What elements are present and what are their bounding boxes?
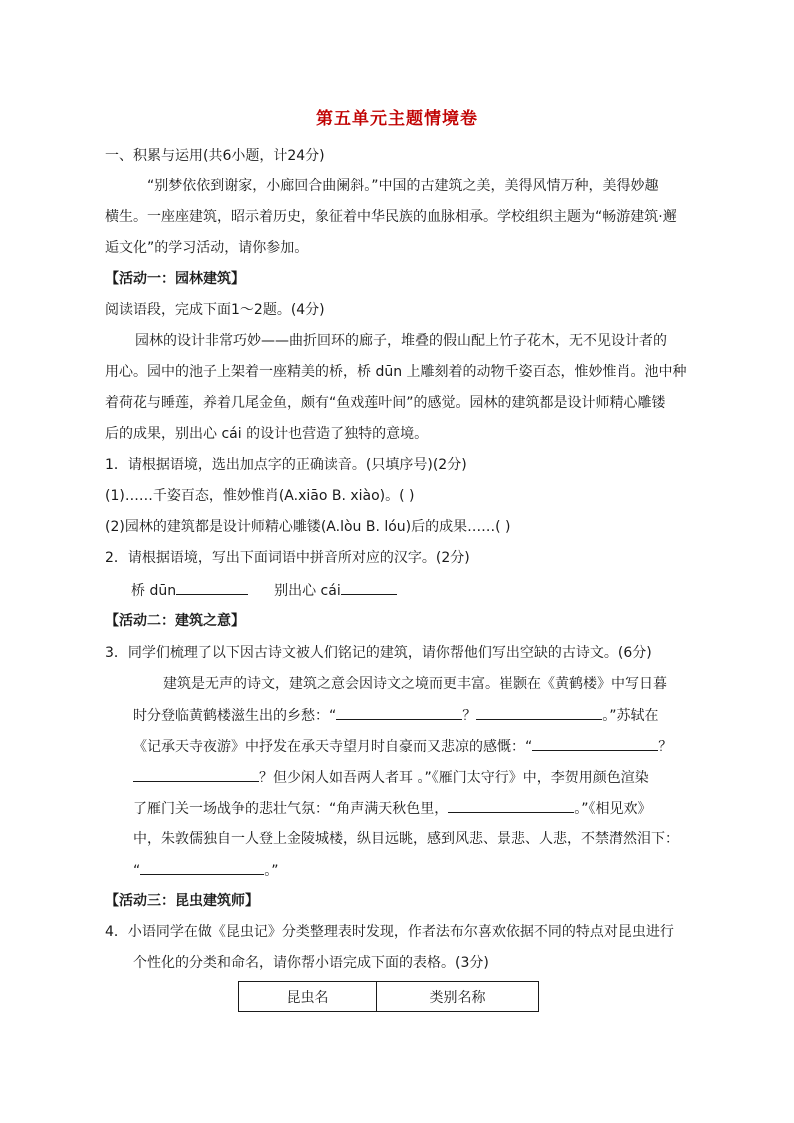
table-header-category-name: 类别名称 [429,989,486,1006]
q3-blank-2[interactable] [476,705,602,720]
activity1-instruction: 阅读语段，完成下面1～2题。(4分) [105,302,325,318]
passage-line-1: 园林的设计非常巧妙——曲折回环的廊子，堆叠的假山配上竹子花木，无不见设计者的 [135,333,667,349]
q3-line-1: 建筑是无声的诗文，建筑之意会因诗文之境而更丰富。崔颢在《黄鹤楼》中写日暮 [163,676,667,692]
q3-blank-6[interactable] [140,860,264,875]
q3-blank-1[interactable] [336,705,462,720]
table-header-insect-name: 昆虫名 [239,982,377,1011]
intro-line-1: “别梦依依到谢家，小廊回合曲阑斜。”中国的古建筑之美，美得风情万种，美得妙趣 [147,178,659,194]
passage-line-2: 用心。园中的池子上架着一座精美的桥，桥 dūn 上雕刻着的动物千姿百态，惟妙惟肖。池中种 [105,364,687,380]
q2-blank-2[interactable] [341,580,397,595]
q3-line-2: 时分登临黄鹤楼滋生出的乡愁：“ ？ 。”苏轼在 [133,705,659,726]
question-1: 1．请根据语境，选出加点字的正确读音。(只填序号)(2分) [105,457,467,473]
q3-line-4: ？但少闲人如吾两人者耳 。”《雁门太守行》中，李贺用颜色渲染 [133,767,649,788]
question-1-item-2: (2)园林的建筑都是设计师精心雕镂(A.lòu B. lóu)后的成果……( ) [105,519,511,535]
question-3: 3．同学们梳理了以下因古诗文被人们铭记的建筑，请你帮他们写出空缺的古诗文。(6分) [105,645,652,661]
q3-blank-4[interactable] [133,767,259,782]
q2-blank-1[interactable] [176,580,248,595]
section-header: 一、积累与运用(共6小题，计24分) [105,148,325,164]
q3-blank-5[interactable] [448,798,574,813]
q2-word-1: 桥 dūn [131,583,177,599]
q3-line-5: 了雁门关一场战争的悲壮气氛：“角声满天秋色里， 。”《相见欢》 [133,798,652,819]
intro-line-2: 横生。一座座建筑，昭示着历史，象征着中华民族的血脉相承。学校组织主题为“畅游建筑·邂 [105,209,677,225]
activity2-heading: 【活动二：建筑之意】 [105,613,245,629]
activity3-heading: 【活动三：昆虫建筑师】 [105,893,259,909]
q3-line-7: “ 。” [133,860,279,881]
q3-blank-3[interactable] [532,736,658,751]
question-4-line-1: 4．小语同学在做《昆虫记》分类整理表时发现，作者法布尔喜欢依据不同的特点对昆虫进行 [105,924,674,940]
question-2-answers [131,580,397,601]
activity1-heading: 【活动一：园林建筑】 [105,271,245,287]
intro-line-3: 逅文化”的学习活动，请你参加。 [105,240,309,256]
passage-line-3: 着荷花与睡莲，养着几尾金鱼，颇有“鱼戏莲叶间”的感觉。园林的建筑都是设计师精心雕镂 [105,395,666,411]
passage-line-4: 后的成果，别出心 cái 的设计也营造了独特的意境。 [105,426,429,442]
page-title: 第五单元主题情境卷 [316,109,478,129]
q2-word-2: 别出心 cái [274,583,341,599]
insect-table [238,981,539,1012]
q3-line-6: 中，朱敦儒独自一人登上金陵城楼，纵目远眺，感到风悲、景悲、人悲，不禁潸然泪下： [133,831,679,847]
question-2: 2．请根据语境，写出下面词语中拼音所对应的汉字。(2分) [105,550,470,566]
question-4-line-2: 个性化的分类和命名，请你帮小语完成下面的表格。(3分) [133,955,489,971]
question-1-item-1: (1)……千姿百态，惟妙惟肖(A.xiāo B. xiào)。( ) [105,488,415,504]
q3-line-3: 《记承天寺夜游》中抒发在承天寺望月时自豪而又悲凉的感慨：“ ？ [133,736,672,757]
